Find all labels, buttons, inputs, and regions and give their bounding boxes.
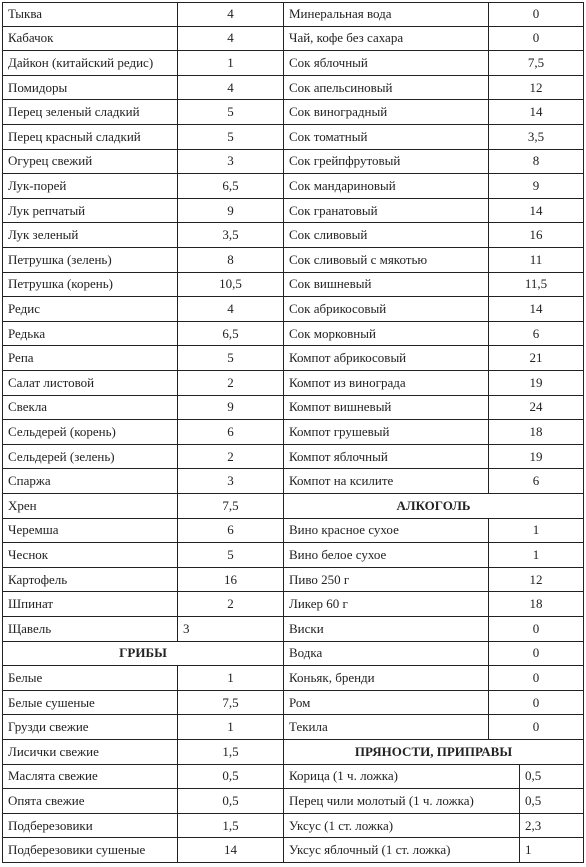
item-name: Сок яблочный [284,51,489,76]
item-name: Корица (1 ч. ложка) [284,765,520,790]
item-name: Текила [284,715,489,740]
item-value: 0 [489,2,584,27]
table-row [2,199,584,224]
table-row [2,715,584,740]
item-name: Сельдерей (корень) [2,420,178,445]
item-value: 16 [178,568,284,593]
table-row [2,617,584,642]
item-value: 1,5 [178,740,284,765]
item-name: Чеснок [2,543,178,568]
item-value: 1 [178,666,284,691]
item-value: 2 [178,592,284,617]
item-name: Компот грушевый [284,420,489,445]
item-value: 19 [489,445,584,470]
item-name: Вино белое сухое [284,543,489,568]
item-name: Виски [284,617,489,642]
item-value: 14 [489,297,584,322]
item-value: 12 [489,568,584,593]
item-name: Подберезовики сушеные [2,838,178,863]
table-row [2,765,584,790]
item-value: 2,3 [520,814,584,839]
item-name: Тыква [2,2,178,27]
item-value: 0 [489,617,584,642]
item-name: Компот из винограда [284,371,489,396]
item-value: 21 [489,346,584,371]
item-name: Перец красный сладкий [2,125,178,150]
table-row [2,346,584,371]
section-header: АЛКОГОЛЬ [284,494,584,519]
item-name: Компот абрикосовый [284,346,489,371]
item-value: 3 [178,469,284,494]
table-row [2,174,584,199]
item-value: 0 [489,666,584,691]
item-value: 9 [178,396,284,421]
item-value: 5 [178,100,284,125]
item-value: 4 [178,297,284,322]
item-name: Сок мандариновый [284,174,489,199]
item-value: 1 [489,519,584,544]
table-row [2,223,584,248]
table-row [2,371,584,396]
carbs-table [2,2,584,866]
item-value: 18 [489,592,584,617]
item-value: 7,5 [489,51,584,76]
item-name: Перец зеленый сладкий [2,100,178,125]
item-value: 3,5 [489,125,584,150]
item-name: Сок гранатовый [284,199,489,224]
item-value: 0 [489,691,584,716]
section-header: ПРЯНОСТИ, ПРИПРАВЫ [284,740,584,765]
table-row [2,789,584,814]
item-name: Сок абрикосовый [284,297,489,322]
table-row [2,445,584,470]
item-name: Маслята свежие [2,765,178,790]
table-row [2,76,584,101]
table-row [2,494,584,519]
item-value: 14 [489,100,584,125]
table-row [2,838,584,863]
item-value: 3 [178,150,284,175]
item-name: Хрен [2,494,178,519]
item-name: Ром [284,691,489,716]
item-name: Сок грейпфрутовый [284,150,489,175]
item-name: Салат листовой [2,371,178,396]
item-value: 6 [178,420,284,445]
item-name: Сок виноградный [284,100,489,125]
item-value: 11 [489,248,584,273]
item-name: Компот на ксилите [284,469,489,494]
table-row [2,469,584,494]
item-value: 5 [178,125,284,150]
item-name: Подберезовики [2,814,178,839]
item-name: Вино красное сухое [284,519,489,544]
table-row [2,2,584,27]
item-name: Картофель [2,568,178,593]
table-row [2,519,584,544]
item-value: 2 [178,371,284,396]
item-value: 0 [489,715,584,740]
table-row [2,125,584,150]
item-name: Сельдерей (зелень) [2,445,178,470]
item-value: 9 [178,199,284,224]
item-name: Грузди свежие [2,715,178,740]
item-value: 3,5 [178,223,284,248]
item-name: Петрушка (корень) [2,273,178,298]
item-name: Уксус яблочный (1 ст. ложка) [284,838,520,863]
item-name: Петрушка (зелень) [2,248,178,273]
item-value: 14 [489,199,584,224]
table-row [2,568,584,593]
item-name: Редис [2,297,178,322]
item-name: Перец чили молотый (1 ч. ложка) [284,789,520,814]
table-row [2,100,584,125]
item-value: 0 [489,642,584,667]
item-name: Редька [2,322,178,347]
item-value: 0,5 [520,789,584,814]
item-name: Сок томатный [284,125,489,150]
item-value: 11,5 [489,273,584,298]
item-value: 1,5 [178,814,284,839]
item-name: Белые [2,666,178,691]
item-value: 1 [489,543,584,568]
item-name: Сок морковный [284,322,489,347]
item-value: 8 [489,150,584,175]
item-name: Шпинат [2,592,178,617]
item-name: Компот вишневый [284,396,489,421]
item-name: Опята свежие [2,789,178,814]
table-row [2,51,584,76]
item-value: 14 [178,838,284,863]
item-name: Сок апельсиновый [284,76,489,101]
table-row [2,592,584,617]
item-value: 1 [520,838,584,863]
item-value: 0 [489,27,584,52]
table-row [2,322,584,347]
item-value: 0,5 [520,765,584,790]
item-name: Дайкон (китайский редис) [2,51,178,76]
item-value: 4 [178,76,284,101]
item-name: Лук зеленый [2,223,178,248]
item-name: Лук репчатый [2,199,178,224]
table-row [2,297,584,322]
item-name: Репа [2,346,178,371]
table-row [2,396,584,421]
item-name: Сок сливовый с мякотью [284,248,489,273]
item-value: 10,5 [178,273,284,298]
item-name: Уксус (1 ст. ложка) [284,814,520,839]
item-value: 18 [489,420,584,445]
table-row [2,814,584,839]
item-name: Сок сливовый [284,223,489,248]
item-name: Щавель [2,617,178,642]
table-row [2,273,584,298]
item-name: Пиво 250 г [284,568,489,593]
item-value: 16 [489,223,584,248]
table-row [2,666,584,691]
item-name: Кабачок [2,27,178,52]
table-row [2,150,584,175]
item-value: 5 [178,346,284,371]
item-value: 6,5 [178,174,284,199]
item-value: 7,5 [178,494,284,519]
item-value: 24 [489,396,584,421]
table-row [2,691,584,716]
item-value: 6 [489,322,584,347]
item-name: Сок вишневый [284,273,489,298]
item-value: 6,5 [178,322,284,347]
item-name: Ликер 60 г [284,592,489,617]
item-name: Водка [284,642,489,667]
item-value: 0,5 [178,789,284,814]
item-value: 1 [178,715,284,740]
table-row [2,642,584,667]
table-row [2,543,584,568]
item-name: Чай, кофе без сахара [284,27,489,52]
item-name: Лисички свежие [2,740,178,765]
item-name: Черемша [2,519,178,544]
item-value: 4 [178,27,284,52]
item-value: 7,5 [178,691,284,716]
item-value: 0,5 [178,765,284,790]
item-name: Огурец свежий [2,150,178,175]
table-row [2,740,584,765]
item-value: 3 [178,617,284,642]
item-value: 1 [178,51,284,76]
item-name: Спаржа [2,469,178,494]
item-value: 2 [178,445,284,470]
item-name: Минеральная вода [284,2,489,27]
item-value: 5 [178,543,284,568]
item-value: 4 [178,2,284,27]
table-row [2,27,584,52]
item-value: 9 [489,174,584,199]
item-value: 6 [178,519,284,544]
item-name: Коньяк, бренди [284,666,489,691]
table-row [2,248,584,273]
item-value: 8 [178,248,284,273]
item-value: 19 [489,371,584,396]
item-value: 12 [489,76,584,101]
item-name: Свекла [2,396,178,421]
item-name: Компот яблочный [284,445,489,470]
item-name: Белые сушеные [2,691,178,716]
item-name: Лук-порей [2,174,178,199]
table-row [2,420,584,445]
section-header: ГРИБЫ [2,642,284,667]
item-value: 6 [489,469,584,494]
item-name: Помидоры [2,76,178,101]
